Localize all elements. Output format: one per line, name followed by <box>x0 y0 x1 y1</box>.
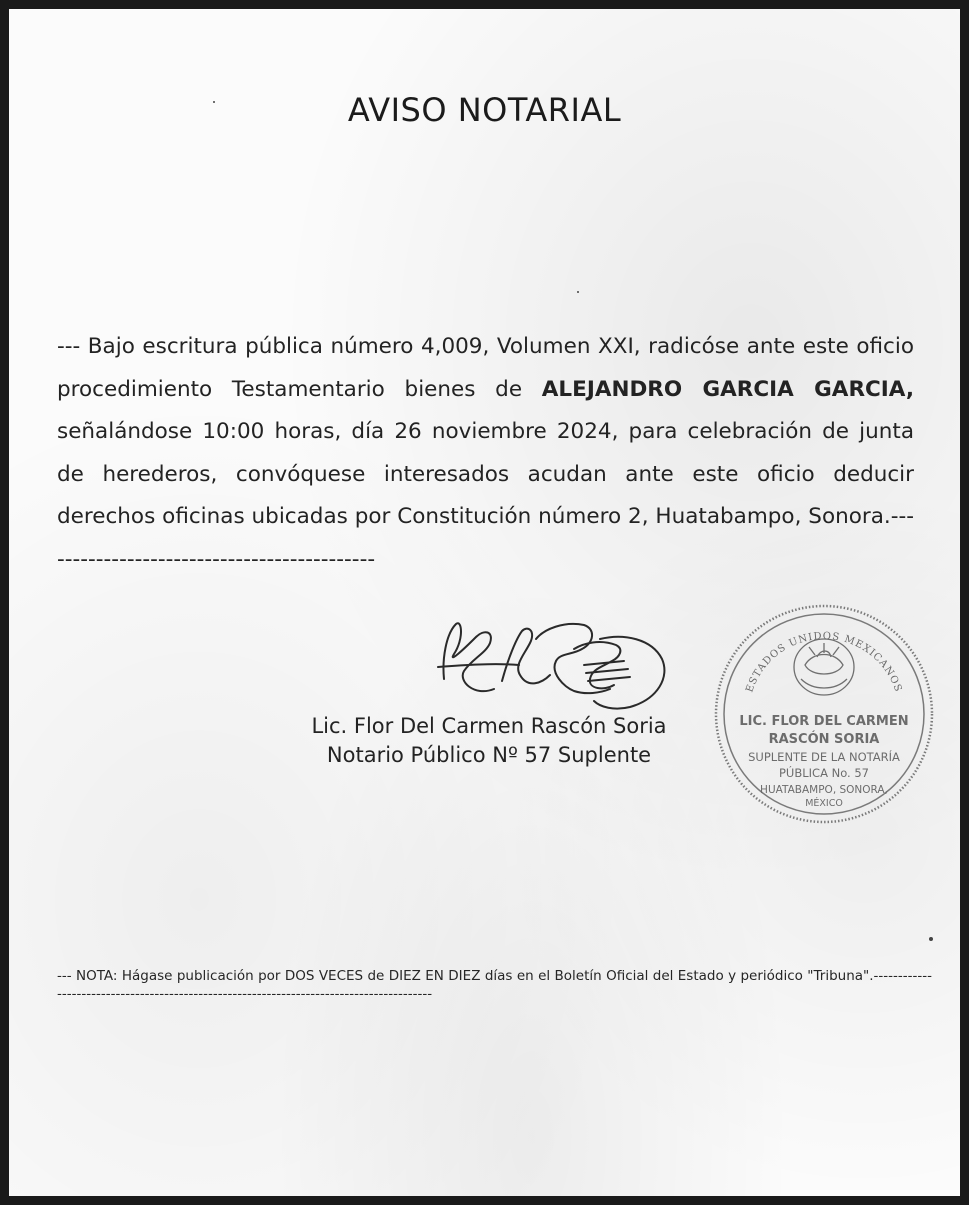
svg-text:ESTADOS UNIDOS MEXICANOS <box>744 631 903 694</box>
seal-line-3: SUPLENTE DE LA NOTARÍA <box>748 750 900 764</box>
scan-speck <box>577 291 579 293</box>
eagle-emblem-icon <box>794 639 854 695</box>
scan-speck <box>213 101 215 103</box>
seal-line-2: RASCÓN SORIA <box>768 732 880 747</box>
handwritten-signature <box>424 609 674 719</box>
seal-line-5: HUATABAMPO, SONORA, <box>760 784 888 796</box>
notice-body <box>57 326 914 581</box>
page-title: AVISO NOTARIAL <box>347 91 622 129</box>
seal-arc-text: ESTADOS UNIDOS MEXICANOS <box>744 630 904 694</box>
signature-block <box>279 712 699 770</box>
seal-line-1: LIC. FLOR DEL CARMEN <box>739 714 909 729</box>
notice-body-intro: --- Bajo escritura pública número 4,009, Volumen XXI, radicóse ante este oficio procedimiento Testamentario bienes de <box>57 334 914 402</box>
publication-note: --- NOTA: Hágase publicación por DOS VECES de DIEZ EN DIEZ días en el Boletín Oficial del Estado y periódico "Tribuna".----------------------------------------------------------------------------------------- <box>57 968 932 1002</box>
seal-line-4: PÚBLICA No. 57 <box>779 766 869 780</box>
notice-body-rest: señalándose 10:00 horas, día 26 noviembre 2024, para celebración de junta de herederos, convóquese interesados acudan ante este oficio deducir derechos oficinas ubicadas por Constitución número 2, Huatabampo, Sonora.-------------------------------------------- <box>57 419 914 572</box>
notary-seal <box>709 599 939 829</box>
signatory-role: Notario Público Nº 57 Suplente <box>326 743 652 767</box>
seal-line-6: MÉXICO <box>805 798 843 809</box>
signatory-name: Lic. Flor Del Carmen Rascón Soria <box>311 714 667 738</box>
scan-speck <box>929 937 933 941</box>
deceased-name: ALEJANDRO GARCIA GARCIA, <box>541 376 914 402</box>
